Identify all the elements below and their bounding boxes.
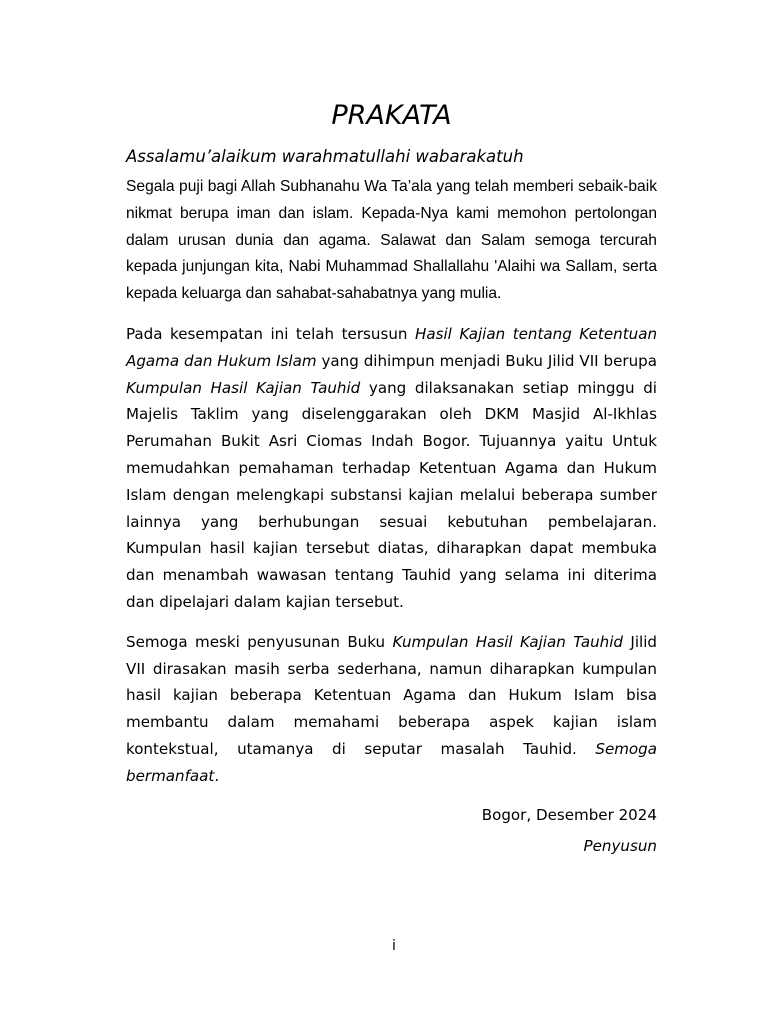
signature-place-date: Bogor, Desember 2024	[481, 805, 657, 824]
page-number: i	[392, 938, 396, 954]
paragraph-3-text-2: Jilid VII dirasakan masih serba sederhana, namun diharapkan kumpulan hasil kajian beberapa Ketentuan Agama dan Hukum Islam bisa membantu dalam memahami beberapa aspek kajian islam kontekstual, utamanya di seputar masalah Tauhid.	[126, 632, 657, 758]
paragraph-2-text-3: yang dilaksanakan setiap minggu di Majelis Taklim yang diselenggarakan oleh DKM Masjid Al-Ikhlas Perumahan Bukit Asri Ciomas Indah Bogor. Tujuannya yaitu Untuk memudahkan pemahaman terhadap Ketentuan Agama dan Hukum Islam dengan melengkapi substansi kajian melalui beberapa sumber lainnya yang berhubungan sesuai kebutuhan pembelajaran. Kumpulan hasil kajian tersebut diatas, diharapkan dapat membuka dan menambah wawasan tentang Tauhid yang selama ini diterima dan dipelajari dalam kajian tersebut.	[126, 378, 658, 611]
paragraph-1: Segala puji bagi Allah Subhanahu Wa Ta’ala yang telah memberi sebaik-baik nikmat berupa iman dan islam. Kepada-Nya kami memohon pertolongan dalam urusan dunia dan agama. Salawat dan Salam semoga tercurah kepada junjungan kita, Nabi Muhammad Shallallahu 'Alaihi wa Sallam, serta kepada keluarga dan sahabat-sahabatnya yang mulia.	[126, 178, 657, 303]
greeting: Assalamu’alaikum warahmatullahi wabarakatuh	[126, 147, 524, 166]
page-title: PRAKATA	[331, 100, 452, 131]
paragraph-2-italic-1: Hasil Kajian tentang Ketentuan Agama dan Hukum Islam	[126, 324, 658, 370]
signature-role: Penyusun	[583, 836, 657, 855]
paragraph-2-text-1: Pada kesempatan ini telah tersusun	[126, 324, 415, 343]
paragraph-3-italic-1: Kumpulan Hasil Kajian Tauhid	[392, 632, 623, 651]
paragraph-2-text-2: yang dihimpun menjadi Buku Jilid VII berupa	[316, 351, 657, 370]
paragraph-3	[126, 629, 657, 790]
paragraph-3-text-1: Semoga meski penyusunan Buku	[126, 632, 393, 651]
paragraph-3-italic-2: Semoga bermanfaat	[126, 739, 657, 785]
paragraph-3-text-3: .	[214, 766, 220, 785]
document-page	[126, 96, 657, 862]
paragraph-2-italic-2: Kumpulan Hasil Kajian Tauhid	[126, 378, 361, 397]
paragraph-2	[126, 321, 657, 616]
